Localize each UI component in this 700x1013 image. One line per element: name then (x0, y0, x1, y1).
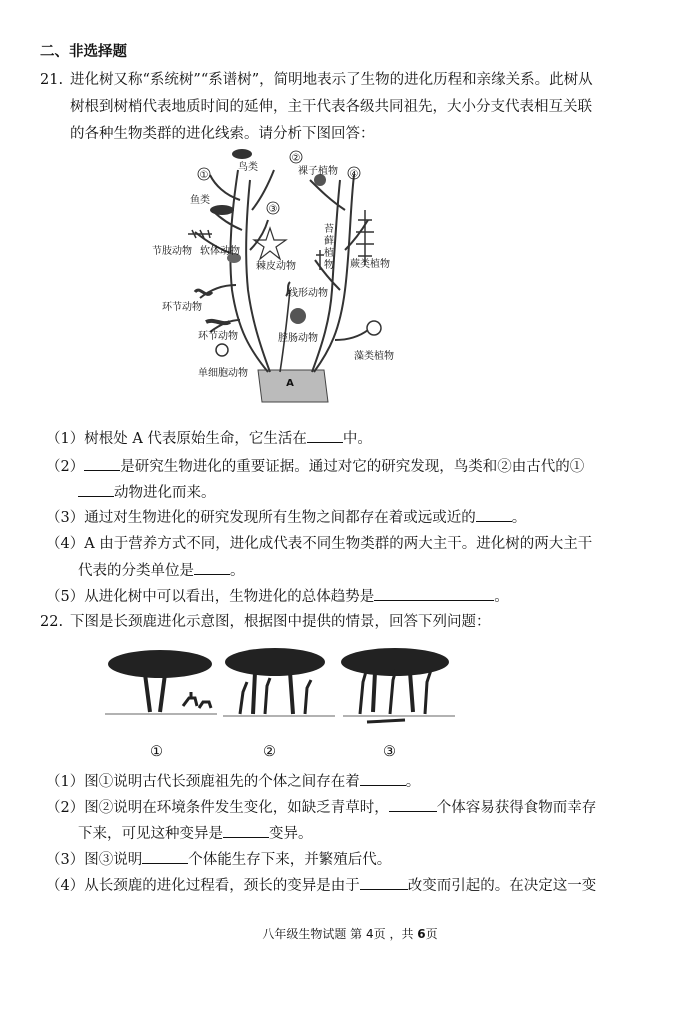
fig-label-1: ① (150, 744, 163, 760)
label-nematodes: 线形动物 (288, 288, 328, 299)
q22-sub4: （4）从长颈鹿的进化过程看，颈长的变异是由于 改变而引起的。在决定这一变 (46, 875, 596, 896)
giraffe-panel-3 (341, 648, 455, 722)
q22-sub2-cont: 下来，可见这种变异是 变异。 (78, 823, 313, 844)
fig-label-3: ③ (383, 744, 396, 760)
answer-blank[interactable] (360, 771, 406, 786)
label-arthropods: 节肢动物 (152, 246, 192, 257)
starfish-icon (254, 228, 286, 259)
label-root-a: A (286, 378, 294, 389)
hydra-icon (290, 308, 306, 324)
evolution-tree-figure (140, 140, 410, 410)
label-mollusks: 软体动物 (200, 246, 240, 257)
answer-blank[interactable] (374, 586, 494, 601)
q22-intro: 下图是长颈鹿进化示意图，根据图中提供的情景，回答下列问题： (70, 614, 491, 630)
q21-sub1: （1）树根处 A 代表原始生命，它生活在 中。 (46, 428, 372, 449)
answer-blank[interactable] (389, 797, 437, 812)
q22-sub3: （3）图③说明 个体能生存下来，并繁殖后代。 (46, 849, 391, 870)
answer-blank[interactable] (307, 428, 343, 443)
q22-number: 22. (40, 614, 64, 630)
tree-marker-2: ② (291, 153, 301, 164)
q22-sub2: （2）图②说明在环境条件发生变化，如缺乏青草时， 个体容易获得食物而幸存 (46, 797, 596, 818)
answer-blank[interactable] (194, 560, 230, 575)
answer-blank[interactable] (78, 482, 114, 497)
giraffe-evolution-figure (105, 642, 455, 730)
leech-icon (206, 321, 230, 323)
label-birds: 鸟类 (238, 162, 258, 173)
algae-icon (367, 321, 381, 335)
answer-blank[interactable] (476, 507, 512, 522)
amoeba-icon (216, 344, 228, 356)
giraffe-panel-2 (223, 648, 335, 716)
label-ferns: 蕨类植物 (350, 259, 390, 270)
giraffe-panel-1 (105, 650, 217, 714)
page-footer: 八年级生物试题 第 4页 ，共 6页 (262, 927, 438, 941)
answer-blank[interactable] (223, 823, 269, 838)
label-fish: 鱼类 (190, 195, 210, 206)
tree-marker-4: ④ (349, 169, 359, 180)
label-algae: 藻类植物 (354, 351, 394, 362)
q21-sub4: （4）A 由于营养方式不同，进化成代表不同生物类群的两大主干。进化树的两大主干 (46, 536, 593, 552)
label-gymnosperms: 裸子植物 (298, 166, 338, 177)
q21-number: 21. (40, 72, 64, 88)
q21-sub4-cont: 代表的分类单位是 。 (78, 560, 245, 581)
giraffe-icon (183, 692, 197, 706)
label-moss-1: 苔 (324, 224, 334, 235)
fish-icon (210, 205, 234, 215)
tree-marker-3: ③ (268, 204, 278, 215)
q21-sub2: （2） 是研究生物进化的重要证据。通过对它的研究发现，鸟类和②由古代的① (46, 456, 584, 477)
q22-sub1: （1）图①说明古代长颈鹿祖先的个体之间存在着 。 (46, 771, 420, 792)
label-moss-2: 藓 (324, 236, 334, 247)
label-coelenterates: 腔肠动物 (278, 333, 318, 344)
fallen-giraffe-icon (367, 720, 405, 722)
tree-marker-1: ① (199, 170, 209, 181)
giraffe-icon (240, 678, 311, 714)
label-annelids-2: 环节动物 (198, 331, 238, 342)
label-protozoa: 单细胞动物 (198, 368, 248, 379)
fern-icon (356, 210, 374, 265)
q21-sub5: （5）从进化树中可以看出，生物进化的总体趋势是 。 (46, 586, 509, 607)
label-moss-4: 物 (324, 260, 334, 271)
q21-intro-line2: 树根到树梢代表地质时间的延伸，主干代表各级共同祖先，大小分支代表相互关联 (70, 99, 592, 115)
q21-intro-line1: 进化树又称“系统树”“系谱树”，简明地表示了生物的进化历程和亲缘关系。此树从 (70, 72, 593, 88)
moss-icon (316, 250, 324, 270)
q21-sub3: （3）通过对生物进化的研究发现所有生物之间都存在着或远或近的 。 (46, 507, 526, 528)
giraffe-icon (199, 702, 211, 708)
answer-blank[interactable] (142, 849, 188, 864)
q21-sub2-cont: 动物进化而来。 (78, 482, 216, 503)
fig-label-2: ② (263, 744, 276, 760)
label-annelids-1: 环节动物 (162, 302, 202, 313)
answer-blank[interactable] (360, 875, 408, 890)
q21-intro-line3: 的各种生物类群的进化线索。请分析下图回答： (70, 126, 375, 142)
answer-blank[interactable] (84, 456, 120, 471)
label-moss-3: 植 (324, 248, 334, 259)
bird-icon (232, 149, 252, 159)
section-title: 二、非选择题 (40, 43, 127, 60)
label-echinoderms: 棘皮动物 (256, 261, 296, 272)
